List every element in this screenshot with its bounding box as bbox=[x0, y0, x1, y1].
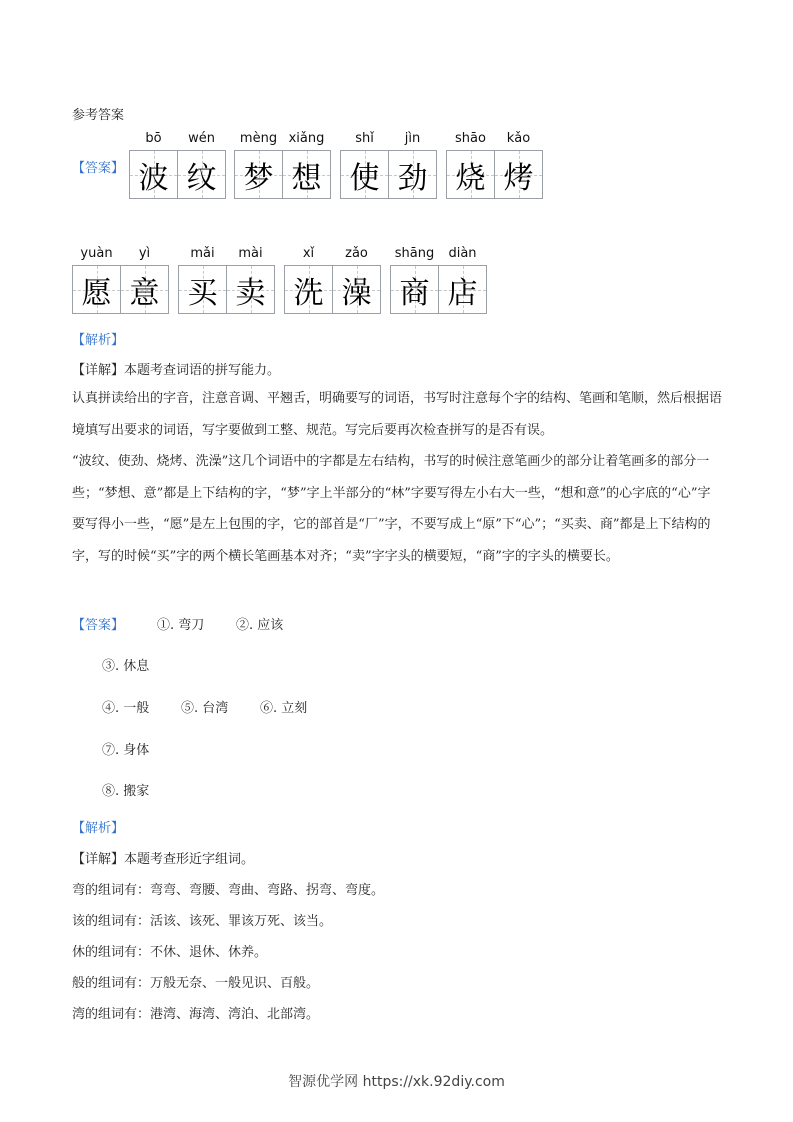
pinyin-label: shāng bbox=[394, 246, 435, 261]
pinyin-label: bō bbox=[145, 131, 162, 146]
word-line-2: 该的组词有：活该、该死、罪该万死、该当。 bbox=[72, 914, 333, 929]
char-group bbox=[178, 246, 274, 314]
detail-2: 【详解】本题考查形近字组词。 bbox=[72, 852, 255, 867]
char-group bbox=[234, 131, 330, 199]
pinyin-label: kǎo bbox=[506, 131, 531, 146]
hanzi-char: 买 bbox=[187, 275, 218, 311]
char-cell bbox=[438, 246, 487, 314]
page-title: 参考答案 bbox=[72, 108, 125, 123]
answer-tag-2: 【答案】 bbox=[72, 618, 125, 633]
char-cell bbox=[177, 131, 226, 199]
char-group bbox=[340, 131, 436, 199]
answer-item-6: ⑥. 立刻 bbox=[260, 701, 308, 716]
hanzi-char: 纹 bbox=[186, 160, 217, 196]
char-cell bbox=[284, 246, 333, 314]
hanzi-char: 烤 bbox=[503, 160, 534, 196]
hanzi-char: 商 bbox=[399, 275, 430, 311]
hanzi-char: 愿 bbox=[81, 275, 112, 311]
explanation-para-2: “波纹、使劲、烧烤、洗澡”这几个词语中的字都是左右结构，书写的时候注意笔画少的部分让着笔画多的部分一些；“梦想、意”都是上下结构的字，“梦”字上半部分的“林”字要写得左小右大一些，“想和意”的心字底的“心”字要写得小一些，“愿”是左上包围的字，它的部首是“厂”字，不要写成上“原”下“心”；“买卖、商”都是上下结构的字，写的时候“买”字的两个横长笔画基本对齐；“卖”字字头的横要短，“商”字的字头的横要长。 bbox=[72, 454, 711, 564]
char-group bbox=[72, 246, 168, 314]
char-cell bbox=[129, 131, 178, 199]
hanzi-char: 店 bbox=[447, 275, 478, 311]
hanzi-char: 梦 bbox=[243, 160, 274, 196]
char-cell bbox=[72, 246, 121, 314]
answer-item-3: ③. 休息 bbox=[102, 659, 150, 674]
hanzi-char: 波 bbox=[138, 160, 169, 196]
analysis-tag-2: 【解析】 bbox=[72, 821, 125, 836]
char-cell bbox=[388, 131, 437, 199]
pinyin-label: shāo bbox=[455, 131, 486, 146]
footer-watermark: 智源优学网 https://xk.92diy.com bbox=[288, 1074, 505, 1090]
hanzi-char: 烧 bbox=[455, 160, 486, 196]
char-cell bbox=[390, 246, 439, 314]
detail-1: 【详解】本题考查词语的拼写能力。 bbox=[72, 363, 281, 378]
char-cell bbox=[332, 246, 381, 314]
answer-item-2: ②. 应该 bbox=[236, 618, 284, 633]
pinyin-label: xiǎng bbox=[288, 131, 325, 146]
answer-item-4: ④. 一般 bbox=[102, 701, 150, 716]
answer-tag-1: 【答案】 bbox=[72, 161, 125, 176]
char-group bbox=[390, 246, 486, 314]
char-group bbox=[129, 131, 225, 199]
pinyin-label: diàn bbox=[448, 246, 477, 261]
char-group bbox=[284, 246, 380, 314]
answer-item-7: ⑦. 身体 bbox=[102, 743, 150, 758]
pinyin-label: yì bbox=[138, 246, 151, 261]
pinyin-label: mǎi bbox=[190, 246, 215, 261]
word-line-4: 般的组词有：万般无奈、一般见识、百般。 bbox=[72, 976, 320, 991]
char-group bbox=[446, 131, 542, 199]
pinyin-label: mài bbox=[238, 246, 263, 261]
word-line-3: 休的组词有：不休、退休、休养。 bbox=[72, 945, 268, 960]
char-cell bbox=[446, 131, 495, 199]
pinyin-label: wén bbox=[188, 131, 215, 146]
hanzi-char: 卖 bbox=[235, 275, 266, 311]
char-cell bbox=[340, 131, 389, 199]
pinyin-label: shǐ bbox=[355, 131, 374, 146]
word-line-1: 弯的组词有：弯弯、弯腰、弯曲、弯路、拐弯、弯度。 bbox=[72, 883, 385, 898]
char-cell bbox=[494, 131, 543, 199]
pinyin-label: jìn bbox=[404, 131, 421, 146]
explanation-para-1: 认真拼读给出的字音，注意音调、平翘舌，明确要写的词语，书写时注意每个字的结构、笔画和笔顺，然后根据语境填写出要求的词语，写字要做到工整、规范。写完后要再次检查拼写的是否有误。 bbox=[72, 391, 723, 438]
answer-item-1: ①. 弯刀 bbox=[157, 618, 205, 633]
char-cell bbox=[234, 131, 283, 199]
hanzi-char: 想 bbox=[291, 160, 322, 196]
answer-item-5: ⑤. 台湾 bbox=[181, 701, 229, 716]
pinyin-label: zǎo bbox=[345, 246, 368, 261]
word-line-5: 湾的组词有：港湾、海湾、湾泊、北部湾。 bbox=[72, 1007, 320, 1022]
pinyin-label: xǐ bbox=[302, 246, 315, 261]
hanzi-char: 劲 bbox=[397, 160, 428, 196]
hanzi-char: 意 bbox=[129, 275, 160, 311]
pinyin-label: mèng bbox=[239, 131, 278, 146]
char-cell bbox=[226, 246, 275, 314]
hanzi-char: 使 bbox=[349, 160, 380, 196]
char-cell bbox=[120, 246, 169, 314]
char-cell bbox=[178, 246, 227, 314]
hanzi-char: 澡 bbox=[341, 275, 372, 311]
hanzi-char: 洗 bbox=[293, 275, 324, 311]
answer-item-8: ⑧. 搬家 bbox=[102, 784, 150, 799]
analysis-tag-1: 【解析】 bbox=[72, 333, 125, 348]
char-cell bbox=[282, 131, 331, 199]
pinyin-label: yuàn bbox=[80, 246, 113, 261]
